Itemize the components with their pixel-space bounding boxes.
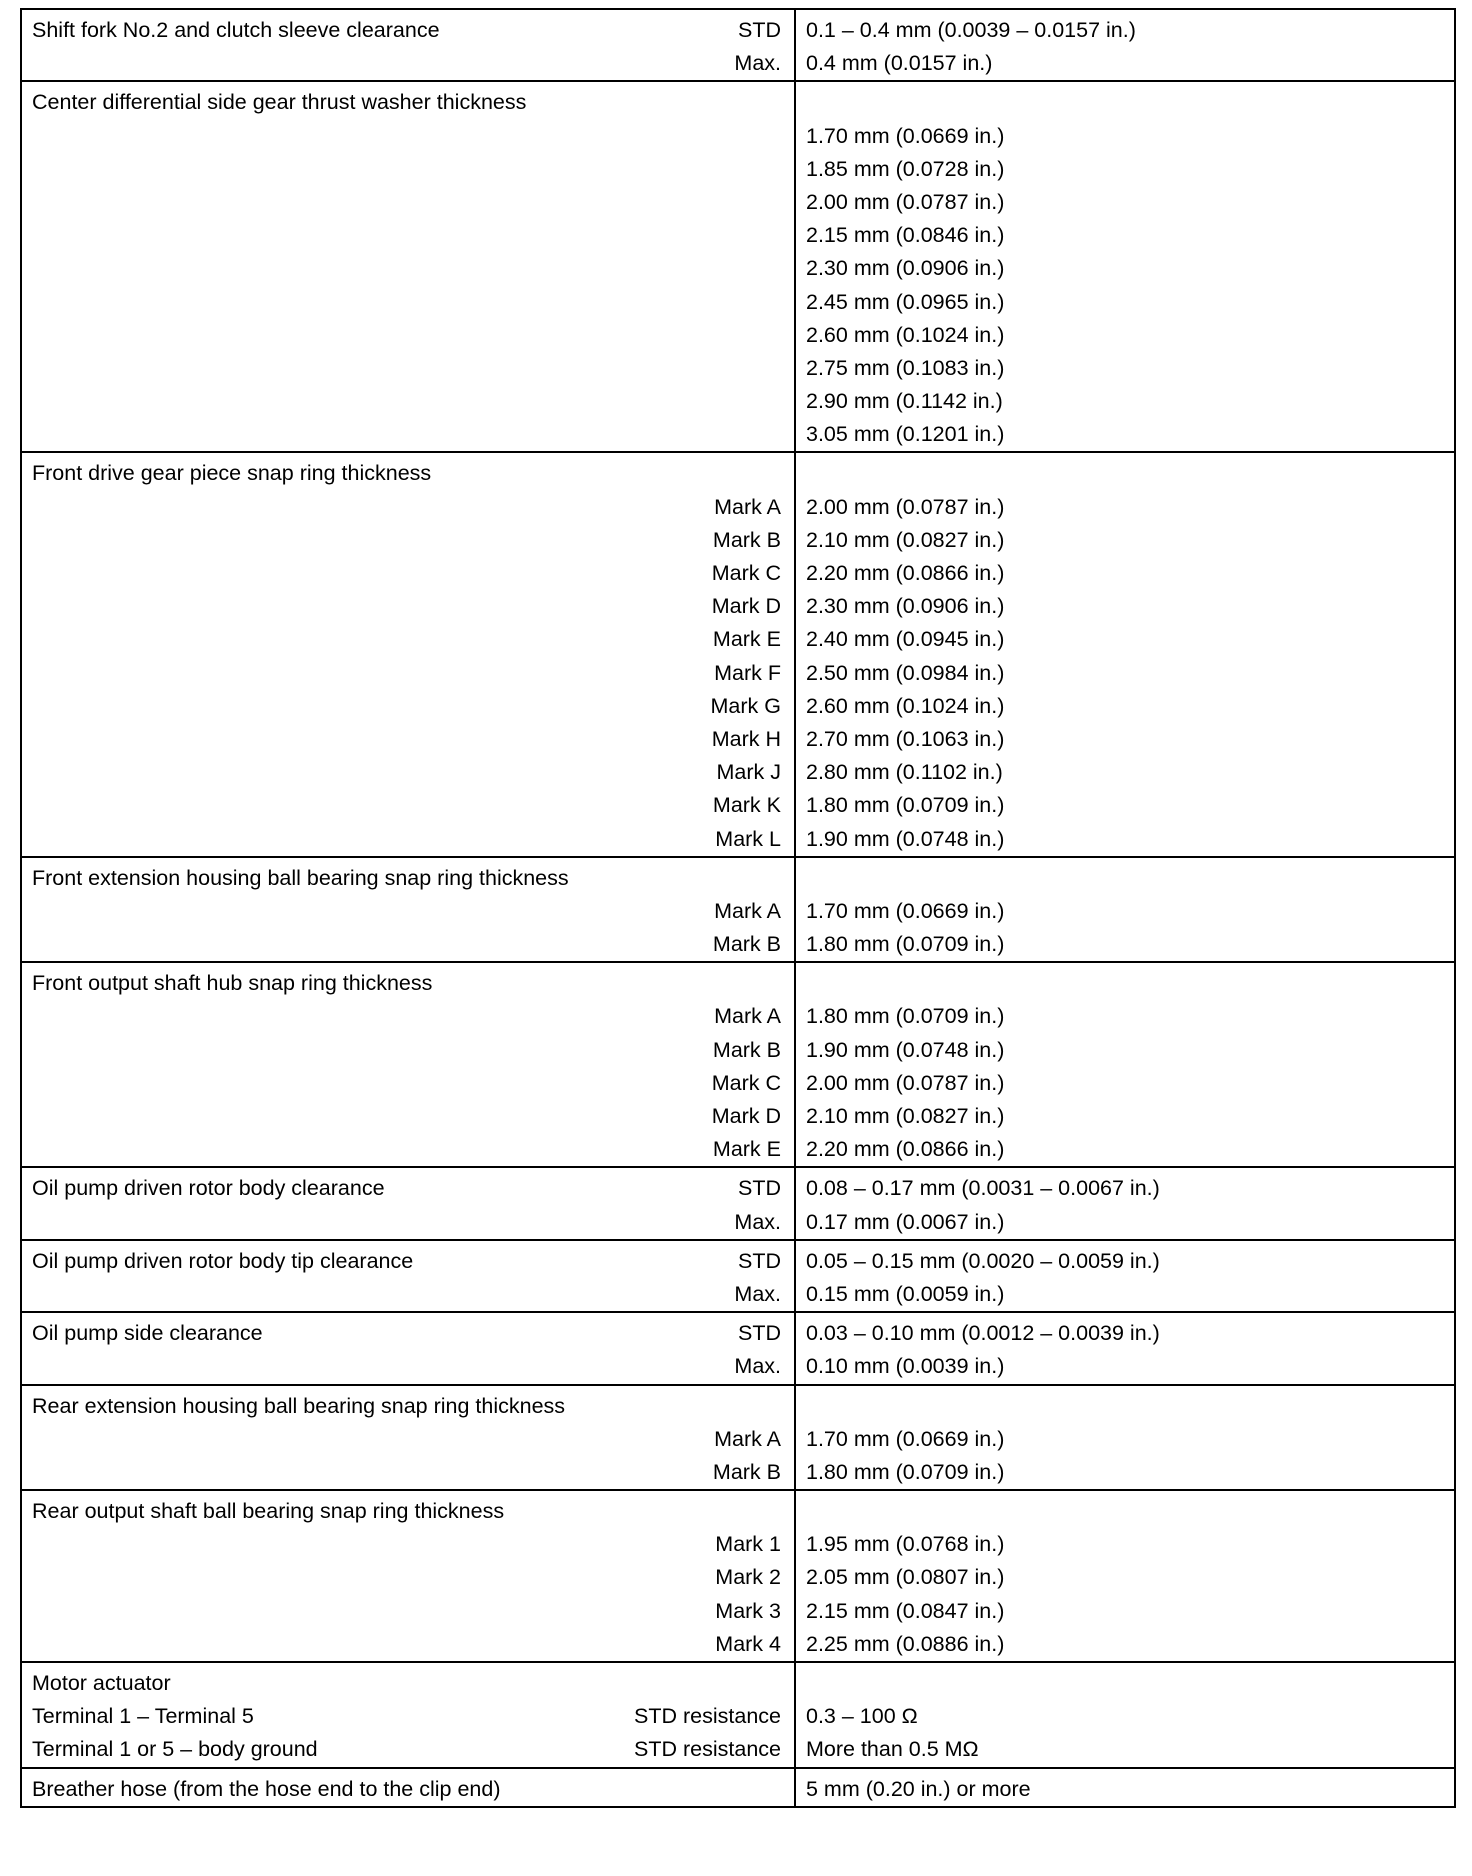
- spec-qualifier: Max.: [734, 1354, 781, 1379]
- spec-line: [32, 756, 781, 789]
- spec-qualifier: Max.: [734, 51, 781, 76]
- spec-qualifier: STD: [738, 1321, 781, 1346]
- spec-line-label: Terminal 1 or 5 – body ground: [32, 1737, 318, 1762]
- spec-qualifier: Mark E: [712, 1137, 781, 1162]
- spec-item-title: Front output shaft hub snap ring thickness: [32, 971, 433, 996]
- spec-value: 2.00 mm (0.0787 in.): [806, 1070, 1005, 1095]
- spec-value: 0.10 mm (0.0039 in.): [806, 1354, 1005, 1379]
- spec-line: [32, 1206, 781, 1239]
- spec-value: 1.90 mm (0.0748 in.): [806, 1037, 1005, 1062]
- spec-value: 1.80 mm (0.0709 in.): [806, 932, 1005, 957]
- spec-value-cell: [795, 1167, 1455, 1239]
- spec-value-cell: [795, 452, 1455, 856]
- spec-line: [32, 418, 781, 451]
- spec-value: 2.60 mm (0.1024 in.): [806, 693, 1005, 718]
- spec-item-title: Rear output shaft ball bearing snap ring thickness: [32, 1499, 505, 1524]
- spec-line: [32, 153, 781, 186]
- spec-value: 2.90 mm (0.1142 in.): [806, 389, 1003, 414]
- spec-line: [32, 1700, 781, 1733]
- spec-line: [32, 1172, 781, 1205]
- spec-item-cell: [21, 1768, 795, 1807]
- spec-row: [21, 857, 1455, 963]
- spec-value: 2.20 mm (0.0866 in.): [806, 1137, 1005, 1162]
- spec-qualifier: STD: [738, 1248, 781, 1273]
- spec-item-title: Shift fork No.2 and clutch sleeve clearance: [32, 18, 440, 42]
- spec-value: 2.30 mm (0.0906 in.): [806, 594, 1005, 619]
- spec-line: [32, 1067, 781, 1100]
- spec-item-cell: [21, 452, 795, 856]
- spec-value: 2.45 mm (0.0965 in.): [806, 289, 1005, 314]
- spec-item-cell: [21, 81, 795, 452]
- spec-item-cell: [21, 1240, 795, 1312]
- spec-value: 0.17 mm (0.0067 in.): [806, 1209, 1005, 1234]
- spec-value: 0.05 – 0.15 mm (0.0020 – 0.0059 in.): [806, 1248, 1160, 1273]
- spec-line: [32, 789, 781, 822]
- spec-value-spacer: [806, 862, 1454, 895]
- spec-value-cell: [795, 1768, 1455, 1807]
- spec-value: 1.80 mm (0.0709 in.): [806, 1459, 1005, 1484]
- spec-qualifier: Mark F: [714, 660, 781, 685]
- spec-line: [32, 491, 781, 524]
- spec-qualifier: Mark 1: [715, 1532, 781, 1557]
- spec-value: 1.85 mm (0.0728 in.): [806, 156, 1005, 181]
- spec-line: [32, 1773, 781, 1806]
- spec-line: [32, 1245, 781, 1278]
- spec-value: 2.25 mm (0.0886 in.): [806, 1631, 1005, 1656]
- spec-line: [32, 186, 781, 219]
- spec-row: [21, 1768, 1455, 1807]
- spec-line: [32, 1100, 781, 1133]
- spec-value-cell: [795, 962, 1455, 1167]
- spec-qualifier: Mark B: [712, 527, 781, 552]
- spec-value-spacer: [806, 1390, 1454, 1423]
- spec-qualifier: Mark A: [714, 898, 781, 923]
- spec-value-cell: [795, 1662, 1455, 1768]
- spec-qualifier: Mark E: [712, 627, 781, 652]
- spec-value: 2.70 mm (0.1063 in.): [806, 726, 1005, 751]
- spec-item-title: Motor actuator: [32, 1671, 171, 1695]
- spec-item-title: Breather hose (from the hose end to the clip end): [32, 1776, 501, 1801]
- spec-line: [32, 319, 781, 352]
- spec-value: 2.00 mm (0.0787 in.): [806, 494, 1005, 519]
- spec-line: [32, 690, 781, 723]
- spec-row: [21, 1240, 1455, 1312]
- spec-value-cell: [795, 1490, 1455, 1662]
- spec-value: 2.10 mm (0.0827 in.): [806, 527, 1005, 552]
- spec-line: [32, 1595, 781, 1628]
- spec-value: 1.95 mm (0.0768 in.): [806, 1532, 1005, 1557]
- spec-value: 0.4 mm (0.0157 in.): [806, 51, 993, 76]
- spec-qualifier: Mark G: [710, 693, 781, 718]
- spec-qualifier: STD resistance: [634, 1704, 781, 1729]
- spec-qualifier: Mark A: [714, 1004, 781, 1029]
- spec-value: 1.80 mm (0.0709 in.): [806, 793, 1005, 818]
- spec-value: 0.03 – 0.10 mm (0.0012 – 0.0039 in.): [806, 1321, 1160, 1346]
- spec-line-label: Terminal 1 – Terminal 5: [32, 1704, 254, 1729]
- spec-line: [32, 286, 781, 319]
- spec-value: 2.15 mm (0.0847 in.): [806, 1598, 1005, 1623]
- spec-item-title: Rear extension housing ball bearing snap ring thickness: [32, 1393, 566, 1418]
- spec-qualifier: Mark B: [712, 1037, 781, 1062]
- spec-value-cell: [795, 857, 1455, 963]
- spec-qualifier: Mark 2: [715, 1565, 781, 1590]
- spec-line: [32, 1350, 781, 1383]
- spec-qualifier: STD resistance: [634, 1737, 781, 1762]
- spec-qualifier: Mark C: [711, 561, 781, 585]
- spec-value: 1.90 mm (0.0748 in.): [806, 826, 1005, 851]
- spec-value-spacer: [806, 1495, 1454, 1528]
- spec-item-cell: [21, 9, 795, 81]
- spec-qualifier: Max.: [734, 1209, 781, 1234]
- spec-row: [21, 962, 1455, 1167]
- spec-item-cell: [21, 1385, 795, 1491]
- spec-qualifier: Mark A: [714, 494, 781, 519]
- spec-row: [21, 1662, 1455, 1768]
- spec-line: [32, 352, 781, 385]
- spec-qualifier: Mark D: [711, 1104, 781, 1128]
- spec-line: [32, 120, 781, 153]
- spec-value: 2.80 mm (0.1102 in.): [806, 760, 1003, 785]
- spec-line: [32, 1133, 781, 1166]
- spec-value-cell: [795, 1240, 1455, 1312]
- spec-row: [21, 452, 1455, 856]
- spec-line: [32, 823, 781, 856]
- spec-value-cell: [795, 9, 1455, 81]
- spec-value: 2.30 mm (0.0906 in.): [806, 256, 1005, 281]
- spec-value: 0.15 mm (0.0059 in.): [806, 1281, 1005, 1306]
- spec-qualifier: Mark C: [711, 1070, 781, 1095]
- spec-qualifier: STD: [738, 18, 781, 42]
- spec-value-spacer: [806, 86, 1454, 119]
- spec-row: [21, 1167, 1455, 1239]
- spec-value: 2.10 mm (0.0827 in.): [806, 1104, 1005, 1128]
- spec-value: More than 0.5 MΩ: [806, 1737, 979, 1762]
- spec-item-cell: [21, 857, 795, 963]
- spec-item-title: Oil pump driven rotor body clearance: [32, 1176, 385, 1201]
- spec-value: 2.75 mm (0.1083 in.): [806, 355, 1005, 380]
- spec-value: 2.15 mm (0.0846 in.): [806, 223, 1005, 248]
- spec-row: [21, 81, 1455, 452]
- spec-value-cell: [795, 81, 1455, 452]
- spec-value: 1.80 mm (0.0709 in.): [806, 1004, 1005, 1029]
- spec-line: [32, 623, 781, 656]
- spec-qualifier: Mark B: [712, 1459, 781, 1484]
- spec-qualifier: Mark K: [712, 793, 781, 818]
- spec-qualifier: STD: [738, 1176, 781, 1201]
- spec-item-cell: [21, 1490, 795, 1662]
- spec-value-spacer: [806, 1667, 1454, 1700]
- spec-line: [32, 1456, 781, 1489]
- spec-line: [32, 219, 781, 252]
- spec-item-title: Front drive gear piece snap ring thickness: [32, 461, 432, 486]
- spec-value: 5 mm (0.20 in.) or more: [806, 1776, 1031, 1801]
- spec-value-cell: [795, 1385, 1455, 1491]
- spec-line: [32, 1317, 781, 1350]
- spec-item-cell: [21, 1662, 795, 1768]
- spec-item-title: Oil pump driven rotor body tip clearance: [32, 1248, 414, 1273]
- spec-line: [32, 895, 781, 928]
- spec-line: [32, 1278, 781, 1311]
- specification-table-body: [21, 9, 1455, 1807]
- spec-line: [32, 1034, 781, 1067]
- spec-value: 1.70 mm (0.0669 in.): [806, 123, 1005, 148]
- spec-line: [32, 590, 781, 623]
- spec-line: [32, 1528, 781, 1561]
- spec-item-title: Center differential side gear thrust washer thickness: [32, 90, 527, 115]
- spec-row: [21, 1490, 1455, 1662]
- specification-table: [20, 8, 1456, 1808]
- spec-qualifier: Mark L: [715, 826, 781, 851]
- spec-value: 0.1 – 0.4 mm (0.0039 – 0.0157 in.): [806, 18, 1136, 42]
- spec-line: [32, 524, 781, 557]
- spec-line: [32, 1000, 781, 1033]
- spec-item-cell: [21, 1167, 795, 1239]
- spec-item-cell: [21, 962, 795, 1167]
- spec-line: [32, 47, 781, 80]
- spec-value: 2.50 mm (0.0984 in.): [806, 660, 1005, 685]
- spec-value: 2.00 mm (0.0787 in.): [806, 189, 1005, 214]
- spec-row: [21, 1312, 1455, 1384]
- spec-line: [32, 928, 781, 961]
- spec-value: 3.05 mm (0.1201 in.): [806, 422, 1005, 447]
- spec-item-title: Front extension housing ball bearing snap ring thickness: [32, 865, 569, 890]
- spec-line: [32, 1733, 781, 1766]
- spec-item-cell: [21, 1312, 795, 1384]
- spec-line: [32, 557, 781, 590]
- spec-line: [32, 657, 781, 690]
- spec-qualifier: Mark A: [714, 1426, 781, 1451]
- spec-qualifier: Mark H: [711, 726, 781, 751]
- spec-value: 1.70 mm (0.0669 in.): [806, 898, 1005, 923]
- spec-value-spacer: [806, 967, 1454, 1000]
- spec-line: [32, 723, 781, 756]
- spec-qualifier: Mark 4: [715, 1631, 781, 1656]
- spec-line: [32, 1561, 781, 1594]
- spec-value: 2.40 mm (0.0945 in.): [806, 627, 1005, 652]
- spec-value: 0.3 – 100 Ω: [806, 1704, 918, 1729]
- spec-line: [32, 252, 781, 285]
- spec-qualifier: Mark D: [711, 594, 781, 619]
- spec-value: 1.70 mm (0.0669 in.): [806, 1426, 1005, 1451]
- spec-value-cell: [795, 1312, 1455, 1384]
- spec-value: 2.05 mm (0.0807 in.): [806, 1565, 1005, 1590]
- spec-line: [32, 385, 781, 418]
- spec-qualifier: Mark 3: [715, 1598, 781, 1623]
- spec-line: [32, 1628, 781, 1661]
- spec-qualifier: Mark J: [716, 760, 781, 785]
- spec-qualifier: Max.: [734, 1281, 781, 1306]
- spec-row: [21, 9, 1455, 81]
- spec-value: 0.08 – 0.17 mm (0.0031 – 0.0067 in.): [806, 1176, 1160, 1201]
- spec-qualifier: Mark B: [712, 932, 781, 957]
- spec-value: 2.60 mm (0.1024 in.): [806, 322, 1005, 347]
- spec-item-title: Oil pump side clearance: [32, 1321, 263, 1346]
- spec-value-spacer: [806, 457, 1454, 490]
- spec-value: 2.20 mm (0.0866 in.): [806, 561, 1005, 585]
- spec-line: [32, 1423, 781, 1456]
- spec-line: [32, 14, 781, 47]
- spec-row: [21, 1385, 1455, 1491]
